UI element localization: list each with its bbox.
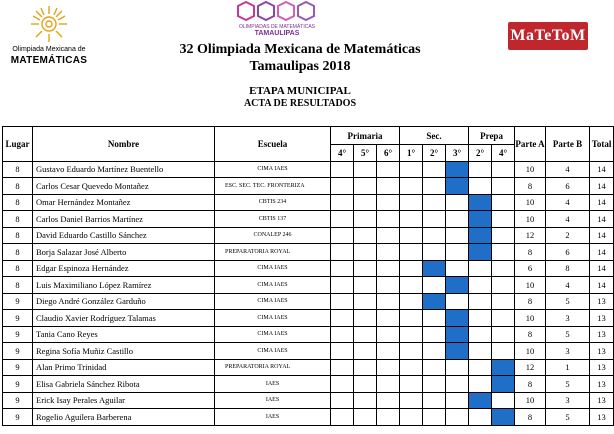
student-name: Edgar Espinoza Hernández <box>36 263 129 274</box>
parte-a-cell: 12 <box>515 359 546 376</box>
grade-cell <box>492 277 515 294</box>
document-title: 32 Olimpiada Mexicana de Matemáticas <box>179 42 421 57</box>
hexagon-chain-icon <box>234 0 320 24</box>
student-name: David Eduardo Castillo Sánchez <box>36 230 147 241</box>
grade-cell <box>377 194 400 211</box>
parte-a-cell: 8 <box>515 244 546 261</box>
grade-cell <box>331 244 354 261</box>
col-escuela: Escuela <box>215 127 331 162</box>
col-parte-a: Parte A <box>515 127 546 162</box>
grade-cell <box>446 293 469 310</box>
student-name: Elisa Gabriela Sánchez Ribota <box>36 378 140 389</box>
grade-cell <box>423 359 446 376</box>
grade-header-5: 3° <box>446 145 469 162</box>
table-row <box>3 409 614 426</box>
grade-marker <box>492 376 515 393</box>
lugar-cell: 8 <box>3 277 33 294</box>
grade-marker <box>423 293 446 310</box>
grade-cell <box>469 359 492 376</box>
nombre-cell <box>33 178 215 195</box>
escuela-cell: PREPARATORIA ROYAL <box>215 244 331 261</box>
student-name: Luis Maximiliano López Ramírez <box>36 279 152 290</box>
parte-b-cell: 3 <box>546 310 590 327</box>
grade-cell <box>400 211 423 228</box>
logo-left-line1: Olimpiada Mexicana de <box>12 46 86 53</box>
total-cell: 13 <box>590 392 614 409</box>
total-cell: 13 <box>590 376 614 393</box>
grade-cell <box>354 178 377 195</box>
escuela-cell: CONALEP 246 <box>215 227 331 244</box>
student-name: Tania Cano Reyes <box>36 329 98 340</box>
parte-b-cell: 4 <box>546 211 590 228</box>
grade-cell <box>469 343 492 360</box>
nombre-cell <box>33 244 215 261</box>
grade-cell <box>469 178 492 195</box>
lugar-cell: 9 <box>3 409 33 426</box>
grade-header-1: 5° <box>354 145 377 162</box>
sun-compass-icon <box>28 4 70 44</box>
nombre-cell <box>33 293 215 310</box>
grade-cell <box>492 178 515 195</box>
grade-cell <box>492 161 515 178</box>
lugar-cell: 9 <box>3 376 33 393</box>
grade-cell <box>446 194 469 211</box>
grade-cell <box>400 194 423 211</box>
parte-b-cell: 2 <box>546 227 590 244</box>
logo-left-line2: MATEMÁTICAS <box>10 55 88 66</box>
lugar-cell: 9 <box>3 359 33 376</box>
grade-cell <box>423 326 446 343</box>
grade-cell <box>400 178 423 195</box>
student-name: Carlos Daniel Barrios Martínez <box>36 213 143 224</box>
matetom-logo: MaTeToM <box>508 22 588 50</box>
parte-b-cell: 5 <box>546 293 590 310</box>
escuela-cell: CIMA IAES <box>215 277 331 294</box>
parte-a-cell: 8 <box>515 178 546 195</box>
parte-b-cell: 4 <box>546 161 590 178</box>
grade-marker <box>423 260 446 277</box>
nombre-cell <box>33 227 215 244</box>
nombre-cell <box>33 392 215 409</box>
parte-b-cell: 5 <box>546 376 590 393</box>
grade-cell <box>377 359 400 376</box>
parte-a-cell: 10 <box>515 277 546 294</box>
grade-cell <box>446 376 469 393</box>
table-row <box>3 194 614 211</box>
grade-cell <box>400 392 423 409</box>
student-name: Claudio Xavier Rodríguez Talamas <box>36 312 156 323</box>
grade-cell <box>400 227 423 244</box>
grade-cell <box>400 161 423 178</box>
grade-cell <box>377 178 400 195</box>
table-row <box>3 376 614 393</box>
logo-center-line2: TAMAULIPAS <box>254 30 300 37</box>
grade-cell <box>423 178 446 195</box>
grade-cell <box>354 392 377 409</box>
grade-cell <box>423 310 446 327</box>
grade-cell <box>423 244 446 261</box>
grade-cell <box>400 260 423 277</box>
grade-cell <box>469 277 492 294</box>
total-cell: 13 <box>590 310 614 327</box>
parte-b-cell: 4 <box>546 194 590 211</box>
grade-marker <box>469 211 492 228</box>
grade-cell <box>354 376 377 393</box>
grade-cell <box>446 260 469 277</box>
results-body <box>3 161 614 425</box>
nombre-cell <box>33 326 215 343</box>
grade-cell <box>331 376 354 393</box>
escuela-cell: IAES <box>215 409 331 426</box>
grade-cell <box>354 260 377 277</box>
parte-b-cell: 1 <box>546 359 590 376</box>
grade-cell <box>354 293 377 310</box>
total-cell: 14 <box>590 277 614 294</box>
grade-marker <box>446 343 469 360</box>
parte-b-cell: 3 <box>546 392 590 409</box>
parte-a-cell: 10 <box>515 343 546 360</box>
parte-a-cell: 10 <box>515 392 546 409</box>
grade-cell <box>377 310 400 327</box>
grade-cell <box>331 359 354 376</box>
col-lugar: Lugar <box>3 127 33 162</box>
student-name: Omar Hernández Montañez <box>36 197 131 208</box>
col-total: Total <box>590 127 614 162</box>
table-row <box>3 326 614 343</box>
grade-cell <box>331 194 354 211</box>
grade-cell <box>492 293 515 310</box>
grade-cell <box>446 227 469 244</box>
lugar-cell: 9 <box>3 326 33 343</box>
grade-cell <box>492 260 515 277</box>
document-subtitle: Tamaulipas 2018 <box>249 59 351 74</box>
table-row <box>3 244 614 261</box>
grade-cell <box>400 310 423 327</box>
grade-cell <box>492 392 515 409</box>
grade-cell <box>331 277 354 294</box>
grade-cell <box>331 326 354 343</box>
lugar-cell: 8 <box>3 211 33 228</box>
table-row <box>3 343 614 360</box>
tamaulipas-logo <box>232 0 322 40</box>
escuela-cell: CIMA IAES <box>215 161 331 178</box>
parte-a-cell: 6 <box>515 260 546 277</box>
grade-cell <box>331 392 354 409</box>
grade-cell <box>377 326 400 343</box>
grade-cell <box>492 227 515 244</box>
lugar-cell: 9 <box>3 392 33 409</box>
nombre-cell <box>33 359 215 376</box>
grade-cell <box>492 194 515 211</box>
grade-cell <box>354 277 377 294</box>
student-name: Erick Isay Perales Aguilar <box>36 395 125 406</box>
table-row <box>3 211 614 228</box>
parte-a-cell: 12 <box>515 227 546 244</box>
total-cell: 13 <box>590 359 614 376</box>
total-cell: 14 <box>590 244 614 261</box>
table-row <box>3 293 614 310</box>
grade-marker <box>446 178 469 195</box>
grade-cell <box>400 343 423 360</box>
nombre-cell <box>33 161 215 178</box>
grade-cell <box>400 277 423 294</box>
grade-header-2: 6° <box>377 145 400 162</box>
escuela-cell: CBTIS 137 <box>215 211 331 228</box>
student-name: Diego André González Garduño <box>36 296 146 307</box>
student-name: Borja Salazar José Alberto <box>36 246 127 257</box>
grade-cell <box>331 178 354 195</box>
table-row <box>3 392 614 409</box>
table-row <box>3 359 614 376</box>
table-row <box>3 310 614 327</box>
grade-header-7: 4° <box>492 145 515 162</box>
grade-marker <box>469 392 492 409</box>
parte-b-cell: 4 <box>546 277 590 294</box>
grade-cell <box>354 194 377 211</box>
lugar-cell: 9 <box>3 343 33 360</box>
grade-cell <box>377 409 400 426</box>
col-sec: Sec. <box>400 127 469 145</box>
grade-cell <box>400 359 423 376</box>
grade-cell <box>354 409 377 426</box>
grade-cell <box>354 227 377 244</box>
total-cell: 13 <box>590 343 614 360</box>
table-row <box>3 161 614 178</box>
total-cell: 14 <box>590 211 614 228</box>
grade-marker <box>492 359 515 376</box>
grade-cell <box>469 326 492 343</box>
escuela-cell: ESC. SEC. TEC. FRONTERIZA <box>215 178 331 195</box>
total-cell: 13 <box>590 293 614 310</box>
grade-cell <box>446 392 469 409</box>
nombre-cell <box>33 310 215 327</box>
grade-cell <box>446 211 469 228</box>
parte-a-cell: 10 <box>515 161 546 178</box>
grade-cell <box>354 359 377 376</box>
lugar-cell: 8 <box>3 178 33 195</box>
nombre-cell <box>33 376 215 393</box>
grade-cell <box>377 161 400 178</box>
grade-marker <box>446 326 469 343</box>
grade-cell <box>446 359 469 376</box>
grade-cell <box>469 260 492 277</box>
grade-cell <box>400 376 423 393</box>
grade-cell <box>446 409 469 426</box>
student-name: Rogelio Aguilera Barberena <box>36 411 132 422</box>
grade-header-4: 2° <box>423 145 446 162</box>
grade-cell <box>331 227 354 244</box>
escuela-cell: CBTIS 234 <box>215 194 331 211</box>
nombre-cell <box>33 277 215 294</box>
escuela-cell: CIMA IAES <box>215 343 331 360</box>
student-name: Carlos Cesar Quevedo Montañez <box>36 180 149 191</box>
grade-cell <box>354 161 377 178</box>
grade-marker <box>469 227 492 244</box>
results-title: ACTA DE RESULTADOS <box>243 98 357 109</box>
grade-cell <box>469 409 492 426</box>
grade-cell <box>377 392 400 409</box>
escuela-cell: CIMA IAES <box>215 310 331 327</box>
nombre-cell <box>33 260 215 277</box>
grade-cell <box>354 343 377 360</box>
grade-cell <box>331 409 354 426</box>
table-row <box>3 260 614 277</box>
table-row <box>3 277 614 294</box>
lugar-cell: 8 <box>3 161 33 178</box>
parte-b-cell: 6 <box>546 178 590 195</box>
grade-cell <box>354 211 377 228</box>
grade-marker <box>469 194 492 211</box>
parte-a-cell: 10 <box>515 211 546 228</box>
lugar-cell: 9 <box>3 310 33 327</box>
total-cell: 13 <box>590 326 614 343</box>
grade-cell <box>423 392 446 409</box>
parte-b-cell: 6 <box>546 244 590 261</box>
grade-cell <box>377 211 400 228</box>
grade-marker <box>469 244 492 261</box>
grade-cell <box>400 409 423 426</box>
grade-cell <box>331 161 354 178</box>
escuela-cell: CIMA IAES <box>215 260 331 277</box>
grade-cell <box>423 161 446 178</box>
grade-cell <box>469 293 492 310</box>
parte-b-cell: 3 <box>546 343 590 360</box>
grade-header-0: 4° <box>331 145 354 162</box>
grade-cell <box>377 260 400 277</box>
nombre-cell <box>33 194 215 211</box>
parte-a-cell: 8 <box>515 293 546 310</box>
grade-cell <box>331 260 354 277</box>
grade-cell <box>377 244 400 261</box>
grade-cell <box>354 310 377 327</box>
total-cell: 13 <box>590 409 614 426</box>
parte-a-cell: 8 <box>515 376 546 393</box>
grade-cell <box>377 376 400 393</box>
grade-cell <box>492 326 515 343</box>
results-table <box>2 126 614 426</box>
grade-cell <box>377 227 400 244</box>
grade-cell <box>377 343 400 360</box>
table-row <box>3 227 614 244</box>
grade-cell <box>331 293 354 310</box>
grade-cell <box>423 376 446 393</box>
grade-cell <box>354 326 377 343</box>
grade-cell <box>331 343 354 360</box>
grade-cell <box>492 310 515 327</box>
nombre-cell <box>33 409 215 426</box>
escuela-cell: IAES <box>215 376 331 393</box>
document-header <box>0 0 600 120</box>
parte-b-cell: 8 <box>546 260 590 277</box>
grade-cell <box>446 244 469 261</box>
grade-cell <box>423 194 446 211</box>
total-cell: 14 <box>590 227 614 244</box>
grade-cell <box>423 343 446 360</box>
col-prepa: Prepa <box>469 127 515 145</box>
escuela-cell: IAES <box>215 392 331 409</box>
grade-cell <box>400 326 423 343</box>
grade-cell <box>423 211 446 228</box>
lugar-cell: 8 <box>3 227 33 244</box>
grade-cell <box>423 277 446 294</box>
grade-marker <box>446 310 469 327</box>
total-cell: 14 <box>590 161 614 178</box>
grade-cell <box>492 244 515 261</box>
col-parte-b: Parte B <box>546 127 590 162</box>
stage-title: ETAPA MUNICIPAL <box>249 85 351 97</box>
nombre-cell <box>33 211 215 228</box>
nombre-cell <box>33 343 215 360</box>
parte-b-cell: 5 <box>546 326 590 343</box>
col-primaria: Primaria <box>331 127 400 145</box>
grade-marker <box>446 161 469 178</box>
grade-header-6: 2° <box>469 145 492 162</box>
grade-cell <box>400 244 423 261</box>
student-name: Regina Sofía Muñiz Castillo <box>36 345 134 356</box>
parte-a-cell: 10 <box>515 194 546 211</box>
grade-cell <box>400 293 423 310</box>
grade-cell <box>377 277 400 294</box>
grade-cell <box>492 211 515 228</box>
col-nombre: Nombre <box>33 127 215 162</box>
lugar-cell: 8 <box>3 260 33 277</box>
grade-cell <box>423 227 446 244</box>
escuela-cell: PREPARATORIA ROYAL <box>215 359 331 376</box>
table-row <box>3 178 614 195</box>
total-cell: 14 <box>590 194 614 211</box>
lugar-cell: 8 <box>3 194 33 211</box>
grade-header-3: 1° <box>400 145 423 162</box>
grade-cell <box>354 244 377 261</box>
lugar-cell: 8 <box>3 244 33 261</box>
parte-a-cell: 8 <box>515 326 546 343</box>
escuela-cell: CIMA IAES <box>215 293 331 310</box>
grade-cell <box>423 409 446 426</box>
escuela-cell: CIMA IAES <box>215 326 331 343</box>
total-cell: 14 <box>590 178 614 195</box>
grade-cell <box>377 293 400 310</box>
grade-cell <box>331 310 354 327</box>
total-cell: 14 <box>590 260 614 277</box>
grade-cell <box>469 161 492 178</box>
parte-a-cell: 10 <box>515 310 546 327</box>
lugar-cell: 9 <box>3 293 33 310</box>
student-name: Gustavo Eduardo Martínez Buentello <box>36 164 164 175</box>
grade-marker <box>446 277 469 294</box>
header-row <box>3 127 614 145</box>
grade-cell <box>469 376 492 393</box>
parte-a-cell: 8 <box>515 409 546 426</box>
grade-cell <box>331 211 354 228</box>
grade-cell <box>492 343 515 360</box>
grade-marker <box>492 409 515 426</box>
parte-b-cell: 5 <box>546 409 590 426</box>
student-name: Alan Primo Trinidad <box>36 362 107 373</box>
logo-center-line1: OLIMPIADAS DE MATEMÁTICAS <box>238 24 316 30</box>
grade-cell <box>469 310 492 327</box>
